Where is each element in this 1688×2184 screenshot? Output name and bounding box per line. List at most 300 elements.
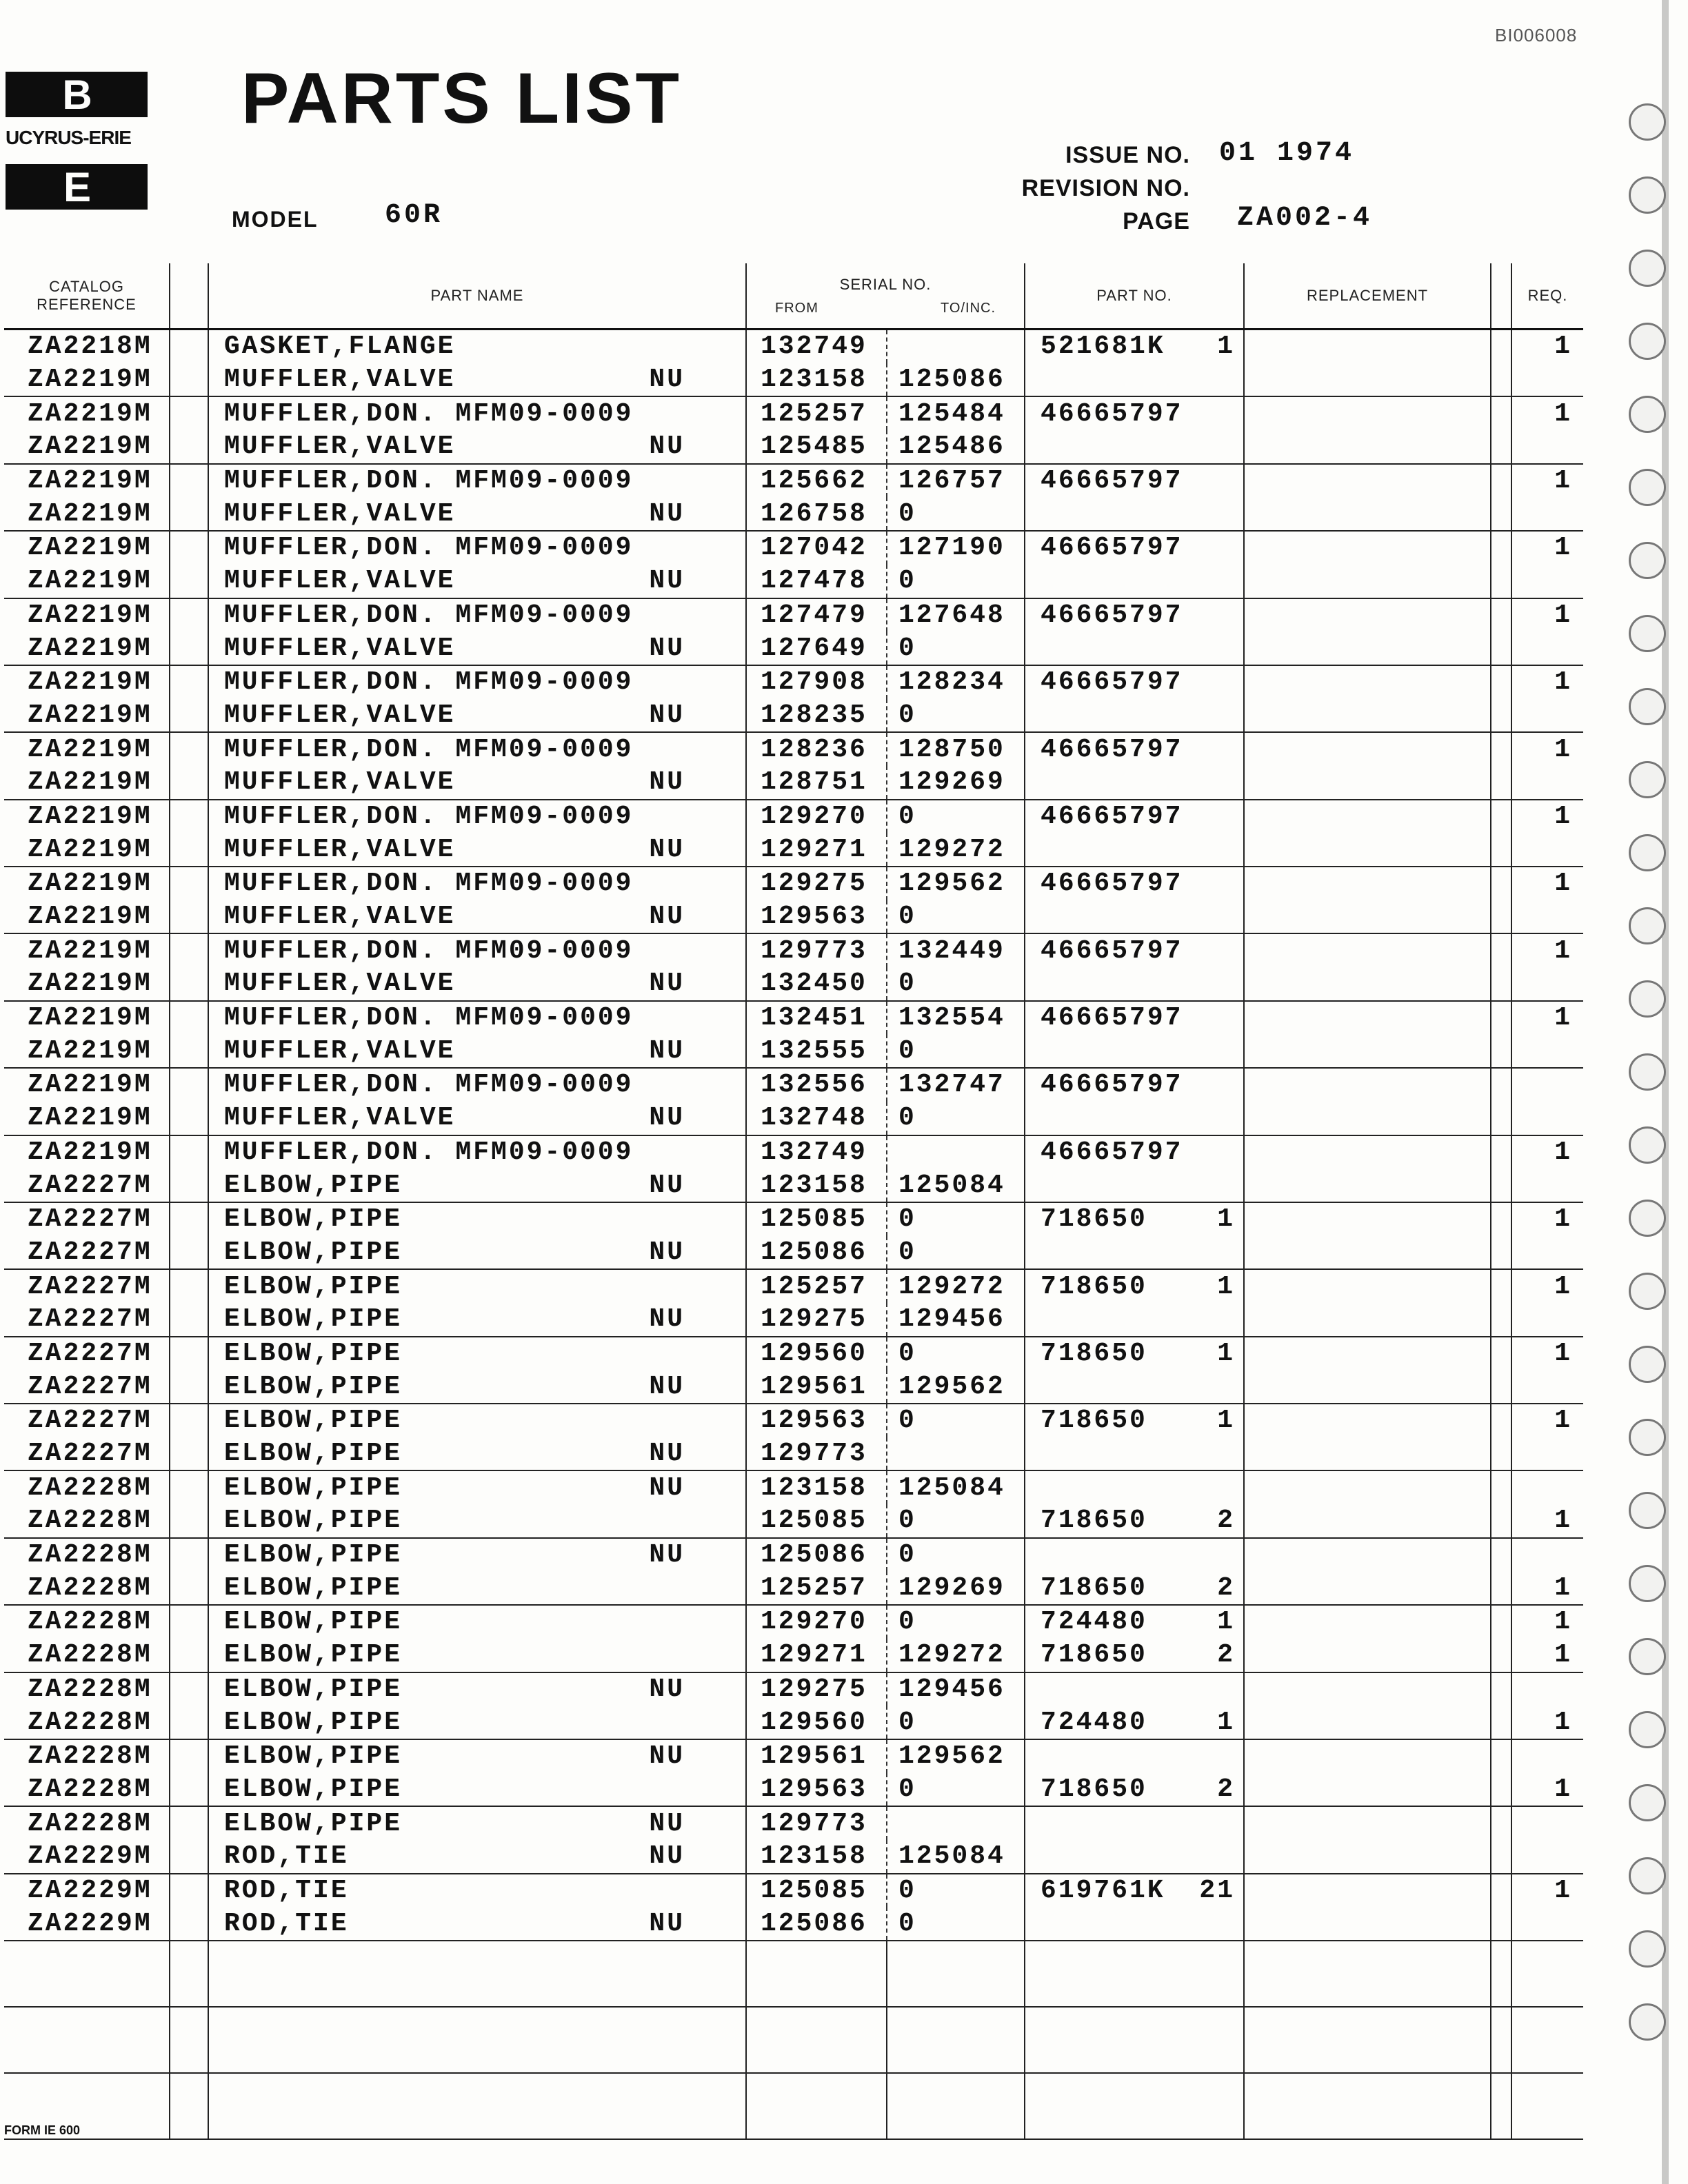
serial-to-cell: 125486	[887, 430, 1025, 464]
gap-cell	[170, 631, 208, 665]
serial-from-cell: 128751	[746, 766, 887, 800]
header-part-no: PART NO.	[1025, 263, 1244, 330]
gap-cell	[1491, 665, 1511, 699]
header-catalog: CATALOG REFERENCE	[4, 263, 170, 330]
catalog-reference-cell: ZA2219M	[4, 631, 170, 665]
part-name-cell	[208, 1169, 746, 1202]
blank-cell	[1244, 2007, 1491, 2073]
required-cell	[1511, 699, 1583, 733]
required-cell: 1	[1511, 1504, 1583, 1538]
required-cell: 1	[1554, 533, 1573, 563]
catalog-reference-cell: ZA2228M	[4, 1706, 170, 1739]
part-number-cell	[1025, 1236, 1244, 1270]
part-name-text: ELBOW,PIPE	[224, 1808, 403, 1839]
serial-to-cell: 0	[887, 1504, 1025, 1538]
gap-cell	[170, 1102, 208, 1135]
required-cell: 1	[1554, 869, 1573, 899]
gap-cell	[170, 1236, 208, 1270]
part-name-cell	[208, 1538, 746, 1572]
part-name-text: MUFFLER,VALVE	[224, 633, 456, 663]
part-number-cell	[1025, 363, 1244, 397]
catalog-reference-cell: ZA2227M	[4, 1202, 170, 1236]
serial-from-cell: 129563	[746, 1404, 887, 1437]
blank-cell	[887, 2007, 1025, 2073]
serial-to-cell: 129562	[887, 867, 1025, 900]
part-number-text: 46665797	[1041, 869, 1183, 899]
table-row	[4, 665, 1583, 699]
binder-hole-icon	[1629, 761, 1666, 798]
part-name-text: MUFFLER,DON. MFM09-0009	[224, 466, 634, 496]
replacement-cell	[1244, 531, 1491, 565]
serial-from-cell: 129773	[746, 933, 887, 967]
gap-cell	[1491, 497, 1511, 531]
gap-cell	[1491, 1404, 1511, 1437]
blank-cell	[1244, 1941, 1491, 2007]
serial-from-cell: 132556	[746, 1068, 887, 1102]
replacement-cell	[1244, 330, 1491, 363]
part-number-cell	[1025, 732, 1244, 766]
serial-to-cell: 0	[887, 497, 1025, 531]
quantity-text: 2	[1217, 1774, 1236, 1804]
not-used-flag: NU	[649, 1540, 685, 1570]
replacement-cell	[1244, 900, 1491, 934]
gap-cell	[170, 464, 208, 498]
part-name-cell	[208, 1068, 746, 1102]
required-cell: 1	[1554, 1137, 1573, 1167]
replacement-cell	[1244, 1068, 1491, 1102]
header-serial	[746, 263, 1025, 330]
replacement-cell	[1244, 363, 1491, 397]
replacement-cell	[1244, 1706, 1491, 1739]
serial-from-cell: 132555	[746, 1034, 887, 1068]
serial-from-cell: 127478	[746, 565, 887, 598]
part-name-text: MUFFLER,VALVE	[224, 365, 456, 395]
part-number-cell	[1025, 867, 1244, 900]
binder-hole-icon	[1629, 323, 1666, 360]
required-cell: 1	[1511, 1773, 1583, 1807]
binder-hole-icon	[1629, 542, 1666, 579]
catalog-reference-cell: ZA2227M	[4, 1370, 170, 1404]
required-cell	[1511, 1437, 1583, 1471]
table-row	[4, 1404, 1583, 1437]
serial-to-cell: 0	[887, 1538, 1025, 1572]
binder-hole-icon	[1629, 1053, 1666, 1091]
serial-to-cell: 0	[887, 1236, 1025, 1270]
part-number-text: 46665797	[1041, 600, 1183, 630]
serial-from-cell: 132749	[746, 330, 887, 363]
gap-cell	[170, 1840, 208, 1874]
part-number-cell	[1025, 833, 1244, 867]
replacement-cell	[1244, 1303, 1491, 1337]
catalog-reference-cell: ZA2219M	[4, 396, 170, 430]
gap-cell	[170, 1370, 208, 1404]
required-cell: 1	[1554, 398, 1573, 429]
part-name-text: ELBOW,PIPE	[224, 1473, 403, 1503]
part-name-cell	[208, 1470, 746, 1504]
serial-from-cell: 129563	[746, 1773, 887, 1807]
part-name-text: MUFFLER,DON. MFM09-0009	[224, 667, 634, 698]
binder-hole-icon	[1629, 1565, 1666, 1602]
not-used-flag: NU	[649, 1841, 685, 1872]
serial-from-cell: 132749	[746, 1135, 887, 1169]
logo-letter-b: B	[62, 71, 91, 118]
required-cell: 1	[1554, 1003, 1573, 1033]
part-number-cell	[1025, 464, 1244, 498]
serial-to-cell: 127190	[887, 531, 1025, 565]
gap-cell	[1491, 967, 1511, 1001]
gap-cell	[170, 1034, 208, 1068]
binder-hole-icon	[1629, 1346, 1666, 1383]
serial-from-cell: 129275	[746, 1303, 887, 1337]
serial-from-cell: 128235	[746, 699, 887, 733]
gap-cell	[1491, 1639, 1511, 1672]
serial-from-cell: 129270	[746, 800, 887, 833]
replacement-cell	[1244, 766, 1491, 800]
gap-cell	[170, 363, 208, 397]
part-number-cell	[1025, 497, 1244, 531]
issue-value: 01 1974	[1219, 138, 1355, 169]
table-row	[4, 1639, 1583, 1672]
table-row	[4, 1236, 1583, 1270]
gap-cell	[1491, 1102, 1511, 1135]
not-used-flag: NU	[649, 1035, 685, 1066]
part-name-cell	[208, 1202, 746, 1236]
serial-to-cell: 0	[887, 967, 1025, 1001]
required-cell	[1511, 1303, 1583, 1337]
part-name-text: ELBOW,PIPE	[224, 1271, 403, 1302]
gap-cell	[170, 1437, 208, 1471]
binder-edge	[1662, 0, 1669, 2184]
gap-cell	[1491, 598, 1511, 632]
part-name-text: GASKET,FLANGE	[224, 332, 456, 362]
quantity-text: 1	[1217, 332, 1236, 362]
part-name-text: MUFFLER,DON. MFM09-0009	[224, 1003, 634, 1033]
binder-hole-icon	[1629, 1784, 1666, 1821]
required-cell	[1511, 766, 1583, 800]
part-name-cell	[208, 900, 746, 934]
required-cell: 1	[1554, 801, 1573, 831]
catalog-reference-cell: ZA2229M	[4, 1874, 170, 1908]
blank-cell	[4, 2007, 170, 2073]
serial-to-cell: 125084	[887, 1169, 1025, 1202]
serial-from-cell: 125085	[746, 1202, 887, 1236]
binder-hole-icon	[1629, 1273, 1666, 1310]
table-row	[4, 1337, 1583, 1371]
replacement-cell	[1244, 1269, 1491, 1303]
not-used-flag: NU	[649, 1439, 685, 1469]
part-number-cell	[1025, 1202, 1244, 1236]
table-row	[4, 766, 1583, 800]
serial-to-cell	[887, 1437, 1025, 1471]
part-number-text: 46665797	[1041, 466, 1183, 496]
required-cell	[1511, 430, 1583, 464]
blank-row	[4, 2073, 1583, 2139]
catalog-reference-cell: ZA2228M	[4, 1504, 170, 1538]
blank-cell	[1511, 2007, 1583, 2073]
table-header-row	[4, 263, 1583, 330]
not-used-flag: NU	[649, 365, 685, 395]
table-row	[4, 1102, 1583, 1135]
part-name-text: ELBOW,PIPE	[224, 1674, 403, 1704]
gap-cell	[1491, 1672, 1511, 1706]
serial-to-cell: 0	[887, 1907, 1025, 1941]
replacement-cell	[1244, 1605, 1491, 1639]
part-name-cell	[208, 867, 746, 900]
not-used-flag: NU	[649, 1674, 685, 1704]
serial-to-cell: 129562	[887, 1739, 1025, 1773]
binder-hole-icon	[1629, 250, 1666, 287]
gap-cell	[1491, 1706, 1511, 1739]
catalog-reference-cell: ZA2219M	[4, 665, 170, 699]
part-name-text: ELBOW,PIPE	[224, 1406, 403, 1436]
not-used-flag: NU	[649, 1808, 685, 1839]
catalog-reference-cell: ZA2227M	[4, 1169, 170, 1202]
catalog-reference-cell: ZA2219M	[4, 1068, 170, 1102]
required-cell	[1511, 967, 1583, 1001]
part-name-text: MUFFLER,DON. MFM09-0009	[224, 533, 634, 563]
catalog-reference-cell: ZA2227M	[4, 1404, 170, 1437]
serial-from-cell: 132748	[746, 1102, 887, 1135]
table-row	[4, 1806, 1583, 1840]
gap-cell	[170, 1303, 208, 1337]
required-cell	[1511, 497, 1583, 531]
part-name-cell	[208, 1337, 746, 1371]
required-cell	[1511, 1034, 1583, 1068]
catalog-reference-cell: ZA2219M	[4, 1001, 170, 1035]
catalog-reference-cell: ZA2228M	[4, 1739, 170, 1773]
serial-from-cell: 127479	[746, 598, 887, 632]
catalog-reference-cell: ZA2219M	[4, 464, 170, 498]
part-number-cell	[1025, 1773, 1244, 1807]
table-row	[4, 531, 1583, 565]
gap-cell	[170, 766, 208, 800]
part-number-cell	[1025, 1068, 1244, 1102]
blank-row	[4, 2007, 1583, 2073]
not-used-flag: NU	[649, 767, 685, 798]
replacement-cell	[1244, 1874, 1491, 1908]
gap-cell	[170, 867, 208, 900]
part-name-cell	[208, 396, 746, 430]
replacement-cell	[1244, 1773, 1491, 1807]
required-cell	[1511, 631, 1583, 665]
gap-cell	[1491, 1437, 1511, 1471]
replacement-cell	[1244, 1001, 1491, 1035]
part-name-cell	[208, 330, 746, 363]
blank-cell	[208, 2007, 746, 2073]
gap-cell	[170, 699, 208, 733]
required-cell	[1511, 1840, 1583, 1874]
replacement-cell	[1244, 1370, 1491, 1404]
part-number-cell	[1025, 1370, 1244, 1404]
replacement-cell	[1244, 967, 1491, 1001]
quantity-text: 1	[1217, 1204, 1236, 1235]
gap-cell	[1491, 1337, 1511, 1371]
replacement-cell	[1244, 1504, 1491, 1538]
serial-to-cell	[887, 330, 1025, 363]
replacement-cell	[1244, 1739, 1491, 1773]
required-cell: 1	[1554, 1607, 1573, 1637]
part-number-cell	[1025, 1470, 1244, 1504]
not-used-flag: NU	[649, 1908, 685, 1939]
gap-cell	[170, 1907, 208, 1941]
part-number-text: 718650	[1041, 1573, 1147, 1603]
replacement-cell	[1244, 1538, 1491, 1572]
serial-to-cell: 0	[887, 565, 1025, 598]
part-number-text: 619761K	[1041, 1875, 1165, 1905]
required-cell	[1511, 1907, 1583, 1941]
gap-cell	[1491, 766, 1511, 800]
part-number-text: 718650	[1041, 1338, 1147, 1368]
catalog-reference-cell: ZA2228M	[4, 1605, 170, 1639]
serial-to-cell: 0	[887, 1102, 1025, 1135]
gap-cell	[1491, 330, 1511, 363]
replacement-cell	[1244, 1806, 1491, 1840]
document-id: BI006008	[1495, 25, 1578, 46]
not-used-flag: NU	[649, 1237, 685, 1267]
blank-cell	[746, 1941, 887, 2007]
table-row	[4, 1202, 1583, 1236]
table-row	[4, 833, 1583, 867]
binder-hole-icon	[1629, 834, 1666, 871]
replacement-cell	[1244, 631, 1491, 665]
gap-cell	[1491, 1907, 1511, 1941]
part-name-text: ELBOW,PIPE	[224, 1237, 403, 1267]
serial-to-cell	[887, 1135, 1025, 1169]
table-row	[4, 1034, 1583, 1068]
header-gap-2	[1491, 263, 1511, 330]
gap-cell	[1491, 1605, 1511, 1639]
part-number-cell	[1025, 665, 1244, 699]
part-name-cell	[208, 1504, 746, 1538]
replacement-cell	[1244, 833, 1491, 867]
quantity-text: 2	[1217, 1640, 1236, 1670]
required-cell	[1511, 1236, 1583, 1270]
required-cell	[1511, 565, 1583, 598]
part-name-text: MUFFLER,DON. MFM09-0009	[224, 1070, 634, 1100]
part-name-text: ELBOW,PIPE	[224, 1304, 403, 1335]
serial-to-cell: 129456	[887, 1303, 1025, 1337]
page-title: PARTS LIST	[241, 59, 682, 139]
binder-hole-icon	[1629, 103, 1666, 141]
table-row	[4, 1068, 1583, 1102]
required-cell: 1	[1554, 466, 1573, 496]
part-number-cell	[1025, 1337, 1244, 1371]
part-name-cell	[208, 1639, 746, 1672]
part-name-text: MUFFLER,VALVE	[224, 902, 456, 932]
serial-to-cell: 125084	[887, 1470, 1025, 1504]
catalog-reference-cell: ZA2219M	[4, 497, 170, 531]
replacement-cell	[1244, 1571, 1491, 1605]
required-cell: 1	[1554, 1271, 1573, 1302]
not-used-flag: NU	[649, 633, 685, 663]
erie-logo-bottom	[6, 164, 148, 210]
required-cell: 1	[1554, 1406, 1573, 1436]
gap-cell	[170, 330, 208, 363]
serial-to-cell: 0	[887, 1874, 1025, 1908]
part-name-cell	[208, 1706, 746, 1739]
blank-cell	[746, 2007, 887, 2073]
part-name-cell	[208, 1034, 746, 1068]
gap-cell	[1491, 531, 1511, 565]
part-name-text: MUFFLER,DON. MFM09-0009	[224, 734, 634, 765]
not-used-flag: NU	[649, 1170, 685, 1200]
serial-to-cell: 132747	[887, 1068, 1025, 1102]
replacement-cell	[1244, 867, 1491, 900]
quantity-text: 1	[1217, 1406, 1236, 1436]
required-cell	[1511, 1806, 1583, 1840]
part-name-text: MUFFLER,DON. MFM09-0009	[224, 1137, 634, 1167]
header-req: REQ.	[1511, 263, 1583, 330]
catalog-reference-cell: ZA2227M	[4, 1303, 170, 1337]
not-used-flag: NU	[649, 1473, 685, 1503]
part-name-cell	[208, 1437, 746, 1471]
replacement-cell	[1244, 665, 1491, 699]
gap-cell	[1491, 430, 1511, 464]
gap-cell	[170, 732, 208, 766]
part-number-cell	[1025, 1538, 1244, 1572]
binder-hole-icon	[1629, 615, 1666, 652]
table-row	[4, 1773, 1583, 1807]
table-row	[4, 800, 1583, 833]
blank-cell	[1511, 2073, 1583, 2139]
catalog-reference-cell: ZA2219M	[4, 732, 170, 766]
part-number-cell	[1025, 1605, 1244, 1639]
gap-cell	[1491, 800, 1511, 833]
part-name-text: ELBOW,PIPE	[224, 1573, 403, 1603]
catalog-reference-cell: ZA2219M	[4, 598, 170, 632]
catalog-reference-cell: ZA2219M	[4, 699, 170, 733]
serial-from-cell: 129773	[746, 1437, 887, 1471]
table-row	[4, 1874, 1583, 1908]
not-used-flag: NU	[649, 700, 685, 730]
replacement-cell	[1244, 1135, 1491, 1169]
catalog-reference-cell: ZA2219M	[4, 833, 170, 867]
part-number-text: 46665797	[1041, 734, 1183, 765]
part-number-cell	[1025, 531, 1244, 565]
part-name-text: MUFFLER,DON. MFM09-0009	[224, 600, 634, 630]
serial-from-cell: 125662	[746, 464, 887, 498]
required-cell: 1	[1554, 1204, 1573, 1235]
serial-to-cell: 0	[887, 800, 1025, 833]
blank-cell	[170, 2007, 208, 2073]
required-cell: 1	[1554, 936, 1573, 966]
blank-cell	[1025, 2073, 1244, 2139]
catalog-reference-cell: ZA2219M	[4, 900, 170, 934]
part-name-cell	[208, 430, 746, 464]
table-row	[4, 900, 1583, 934]
table-row	[4, 1706, 1583, 1739]
part-number-cell	[1025, 1034, 1244, 1068]
part-name-cell	[208, 1303, 746, 1337]
catalog-reference-cell: ZA2229M	[4, 1840, 170, 1874]
serial-to-cell: 129456	[887, 1672, 1025, 1706]
replacement-cell	[1244, 565, 1491, 598]
serial-to-cell: 127648	[887, 598, 1025, 632]
catalog-reference-cell: ZA2228M	[4, 1639, 170, 1672]
serial-to-cell: 129562	[887, 1370, 1025, 1404]
serial-from-cell: 132450	[746, 967, 887, 1001]
catalog-reference-cell: ZA2219M	[4, 867, 170, 900]
revision-label: REVISION NO.	[1021, 175, 1190, 201]
part-name-text: ELBOW,PIPE	[224, 1371, 403, 1402]
gap-cell	[1491, 1169, 1511, 1202]
part-number-cell	[1025, 430, 1244, 464]
part-name-cell	[208, 933, 746, 967]
not-used-flag: NU	[649, 1741, 685, 1772]
parts-table-body	[4, 330, 1583, 2140]
serial-to-cell: 129272	[887, 1269, 1025, 1303]
part-name-cell	[208, 531, 746, 565]
